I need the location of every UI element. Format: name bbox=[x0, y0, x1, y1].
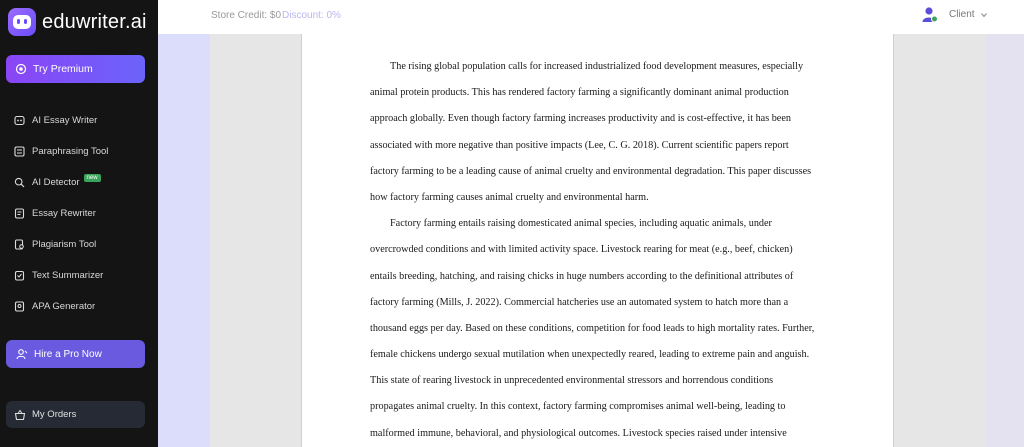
document-line: associated with more negative than positive impacts (Lee, C. G. 2018). Current scientific papers report bbox=[370, 139, 789, 151]
new-badge: new bbox=[84, 174, 101, 182]
my-orders-label: My Orders bbox=[32, 409, 77, 420]
brand-logo[interactable] bbox=[8, 7, 147, 37]
discount: Discount: 0% bbox=[282, 10, 341, 21]
chevron-down-icon bbox=[981, 12, 987, 18]
document-line: This state of rearing livestock in unprecedented environmental stressors and horrendous conditions bbox=[370, 375, 774, 387]
sidebar-item-ai-essay-writer[interactable] bbox=[0, 105, 158, 136]
sidebar-nav bbox=[0, 105, 158, 322]
document-line: overcrowded conditions and with limited activity space. Livestock rearing for meat (e.g., beef, chicken) bbox=[370, 244, 793, 256]
rewriter-icon bbox=[14, 208, 25, 219]
document-line: factory farming (Mills, J. 2022). Commercial hatcheries use an automated system to hatch more than a bbox=[370, 296, 789, 308]
sidebar-item-essay-rewriter[interactable] bbox=[0, 198, 158, 229]
document-line: Factory farming entails raising domesticated animal species, including aquatic animals, under bbox=[390, 218, 772, 230]
user-menu[interactable] bbox=[921, 6, 987, 23]
try-premium-button[interactable] bbox=[6, 55, 145, 83]
document-text bbox=[370, 54, 840, 447]
document-area bbox=[158, 34, 1024, 447]
document-page[interactable] bbox=[301, 34, 894, 447]
sidebar-item-label: Plagiarism Tool bbox=[32, 239, 97, 250]
premium-icon bbox=[15, 63, 27, 75]
apa-icon bbox=[14, 301, 25, 312]
sidebar-item-label: AI Detector bbox=[32, 177, 80, 188]
document-line: propagates animal cruelty. In this context, factory farming compromises animal well-being, leading to bbox=[370, 401, 786, 413]
sidebar-item-label: Text Summarizer bbox=[32, 270, 104, 281]
top-bar bbox=[158, 0, 1024, 34]
user-name: Client bbox=[949, 9, 975, 20]
sidebar-item-ai-detector[interactable] bbox=[0, 167, 158, 198]
robot-logo-icon bbox=[8, 8, 36, 36]
document-line: entails breeding, hatching, and raising chicks in huge numbers according to the definitional attributes of bbox=[370, 270, 794, 282]
sidebar-item-label: AI Essay Writer bbox=[32, 115, 98, 126]
sidebar-item-label: APA Generator bbox=[32, 301, 96, 312]
document-line: female chickens undergo sexual mutilation when unexpectedly reared, leading to extreme pain and anguish. bbox=[370, 349, 810, 361]
left-panel bbox=[158, 34, 210, 447]
document-line: animal protein products. This has rendered factory farming a significantly dominant animal production bbox=[370, 87, 789, 99]
document-line: thousand eggs per day. Based on these conditions, competition for food leads to high mortality rates. Further, bbox=[370, 322, 815, 334]
basket-icon bbox=[14, 409, 26, 421]
document-line: factory farming to be a leading cause of animal cruelty and environmental degradation. This paper discusses bbox=[370, 165, 812, 177]
sidebar-item-text-summarizer[interactable] bbox=[0, 260, 158, 291]
search-icon bbox=[14, 177, 25, 188]
sidebar-item-label: Paraphrasing Tool bbox=[32, 146, 109, 157]
sidebar-item-label: Essay Rewriter bbox=[32, 208, 96, 219]
document-line: The rising global population calls for increased industrialized food development measures, especially bbox=[390, 61, 804, 72]
user-icon bbox=[16, 348, 28, 360]
document-line: approach globally. Even though factory farming increases productivity and is cost-effective, it has been bbox=[370, 113, 791, 125]
sidebar-item-paraphrasing-tool[interactable] bbox=[0, 136, 158, 167]
my-orders-button[interactable] bbox=[6, 401, 145, 428]
summarizer-icon bbox=[14, 270, 25, 281]
hire-pro-button[interactable] bbox=[6, 340, 145, 368]
try-premium-label: Try Premium bbox=[33, 63, 93, 75]
plagiarism-icon bbox=[14, 239, 25, 250]
brand-name: eduwriter.ai bbox=[42, 10, 147, 33]
paraphrase-icon bbox=[14, 146, 25, 157]
sidebar-item-plagiarism-tool[interactable] bbox=[0, 229, 158, 260]
sidebar-item-apa-generator[interactable] bbox=[0, 291, 158, 322]
document-line: malformed immune, behavioral, and physiological outcomes. Livestock species raised under intensive bbox=[370, 427, 787, 439]
essay-writer-icon bbox=[14, 115, 25, 126]
right-panel bbox=[986, 34, 1024, 447]
avatar-icon bbox=[921, 6, 938, 23]
store-credit: Store Credit: $0 bbox=[211, 10, 282, 21]
sidebar bbox=[0, 0, 158, 447]
hire-pro-label: Hire a Pro Now bbox=[34, 348, 102, 360]
document-line: how factory farming causes animal cruelty and environmental harm. bbox=[370, 191, 649, 203]
